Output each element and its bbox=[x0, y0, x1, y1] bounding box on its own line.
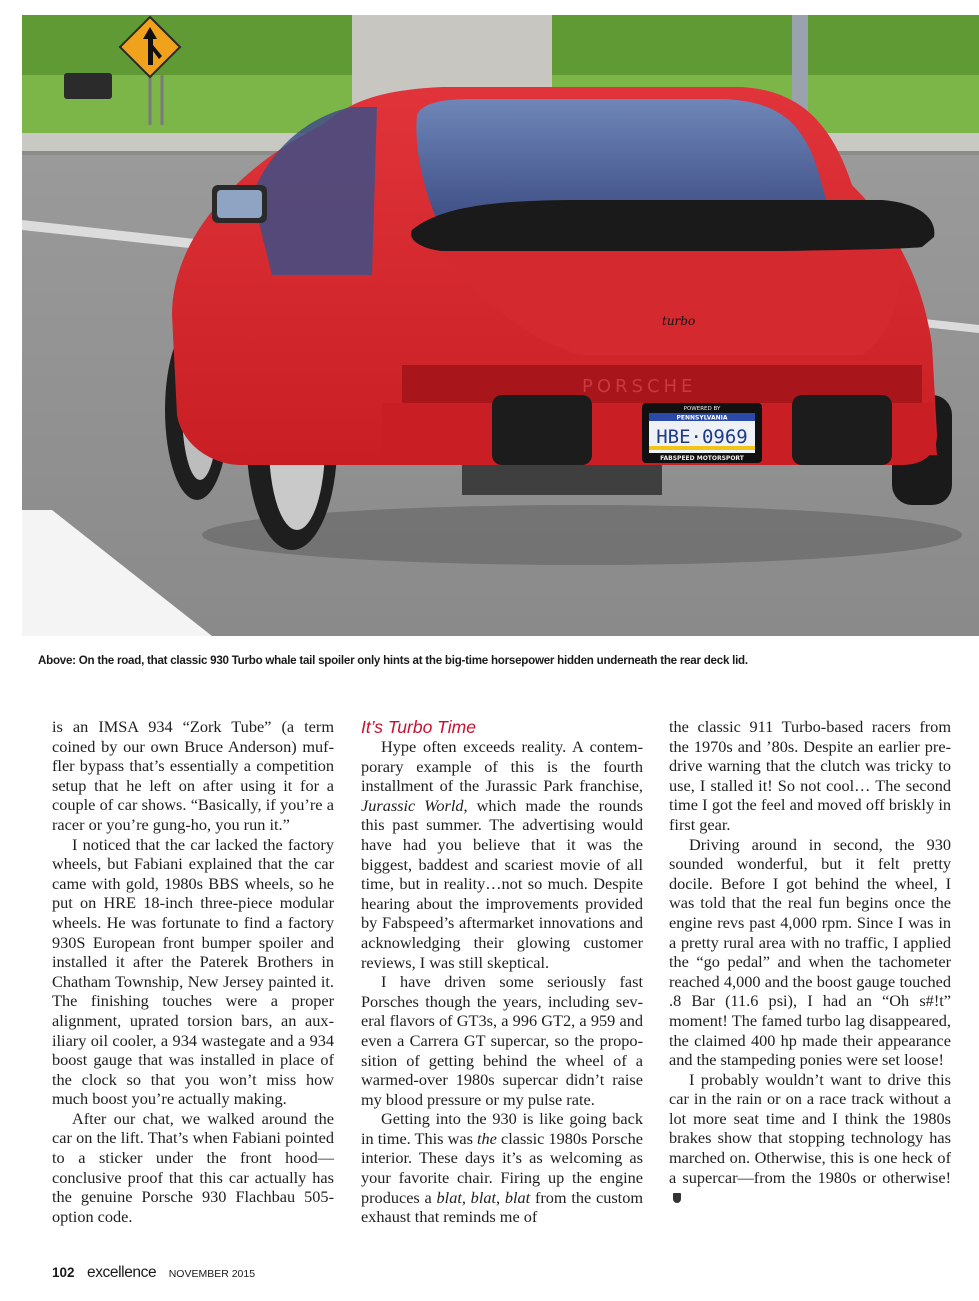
page-footer bbox=[52, 1264, 255, 1282]
article-column-2 bbox=[361, 717, 643, 1227]
turbo-badge: turbo bbox=[662, 314, 696, 328]
paragraph: Driving around in second, the 930 sounded wonderful, but it felt pretty docile. Before I got behind the wheel, I was told that the real fun begins once the engine revs past 4,000 rpm. Since I was in a pretty rural area with no traffic, I applied the “go pedal” and when the tachometer reached 4,000 and the boost gauge touched .8 Bar (11.6 psi), I had an “Oh s#!t” moment! The famed turbo lag disappeared, the claimed 400 hp made their appearance and the stampeding ponies were set loose! bbox=[669, 834, 951, 1070]
distant-truck bbox=[64, 73, 112, 99]
porsche-lettering: PORSCHE bbox=[582, 376, 697, 397]
plate-frame-top: POWERED BY bbox=[683, 406, 721, 412]
text-run: Hype often exceeds reality. A contemporary example of this is the fourth installment of the Jurassic Park franchise, bbox=[361, 737, 643, 796]
plate-frame-bottom: FABSPEED MOTORSPORT bbox=[660, 455, 744, 462]
page-number: 102 bbox=[52, 1265, 75, 1280]
photo-caption: Above: On the road, that classic 930 Turbo whale tail spoiler only hints at the big-time horsepower hidden underneath the rear deck lid. bbox=[38, 654, 748, 667]
text-run: Getting into the 930 is like going back in time. This was bbox=[361, 1109, 643, 1148]
italic-emphasis: the bbox=[477, 1128, 497, 1148]
exhaust bbox=[462, 465, 662, 495]
license-plate bbox=[642, 403, 762, 463]
paragraph: I noticed that the car lacked the factory wheels, but Fabiani explained that the car came with gold, 1980s BBS wheels, so he put on HRE 18-inch three-piece modular wheels. He was fortunate to find a factory 930S European front bumper spoiler and installed it after the Paterek Brothers in Chatham Township, New Jersey painted it. The finishing touches were a proper alignment, uprated torsion bars, an auxiliary oil cooler, a 934 wastegate and a 934 boost gauge that was installed in place of the clock so that you won’t miss how much boost you’re actually making. bbox=[52, 834, 334, 1109]
paragraph: I have driven some seriously fast Porsches though the years, including several flavors of GT3s, a 996 GT2, a 959 and even a Carrera GT supercar, so the proposition of getting behind the wheel of a warmed-over 1980s supercar didn’t raise my blood pressure or my pulse rate. bbox=[361, 972, 643, 1109]
article-column-3 bbox=[669, 717, 951, 1207]
text-run: I probably wouldn’t want to drive this car in the rain or on a race track without a lot more seat time and I think the 1980s brakes show that stopping technology has marched on. Otherwise, this is one heck of a supercar—from the 1980s or otherwise! bbox=[669, 1069, 951, 1187]
plate-number: HBE·0969 bbox=[656, 426, 748, 448]
paragraph: the classic 911 Turbo-based racers from the 1970s and ’80s. Despite an earlier pre-drive warning that the clutch was tricky to use, I stalled it! So not cool… The second time I got the feel and moved off briskly in first gear. bbox=[669, 717, 951, 834]
paragraph bbox=[361, 737, 643, 972]
section-subhead: It’s Turbo Time bbox=[361, 717, 476, 737]
issue-date: NOVEMBER 2015 bbox=[168, 1268, 256, 1280]
porsche-930-turbo-photo bbox=[22, 15, 979, 636]
text-run: , which made the rounds this past summer. The advertising would have had you believe that it was the biggest, baddest and scariest movie of all time, but in reality…not so much. Despite hearing about the improvements provided by Fabspeed’s aftermarket innovations and acknowledging their glowing customer reviews, I was still skeptical. bbox=[361, 795, 643, 972]
plate-state: PENNSYLVANIA bbox=[676, 414, 728, 422]
text-run: from the custom exhaust that reminds me of bbox=[361, 1187, 644, 1227]
text-run: classic 1980s Porsche interior. These days it’s as welcoming as your favorite chair. Firing up the engine produces a bbox=[361, 1128, 643, 1207]
italic-title: Jurassic World bbox=[361, 795, 464, 815]
end-of-article-shield-icon bbox=[673, 1193, 681, 1203]
hero-photo bbox=[22, 15, 979, 636]
paragraph bbox=[361, 1109, 643, 1227]
right-bumperette bbox=[792, 395, 892, 465]
article-column-1 bbox=[52, 717, 334, 1226]
left-bumperette bbox=[492, 395, 592, 465]
paragraph bbox=[669, 1070, 951, 1207]
italic-emphasis: blat, blat, blat bbox=[436, 1187, 531, 1207]
whale-tail-spoiler bbox=[411, 200, 934, 253]
paragraph: is an IMSA 934 “Zork Tube” (a term coined by our own Bruce Anderson) muffler bypass that’s essentially a competition setup that he left on after using it for a couple of car shows. “Basically, if you’re a racer or you’re gung-ho, you run it.” bbox=[52, 717, 334, 834]
magazine-name: excellence bbox=[86, 1264, 157, 1281]
paragraph: After our chat, we walked around the car on the lift. That’s when Fabiani pointed to a sticker under the front hood—conclusive proof that this car actually has the genuine Porsche 930 Flachbau 505-option code. bbox=[52, 1108, 334, 1226]
